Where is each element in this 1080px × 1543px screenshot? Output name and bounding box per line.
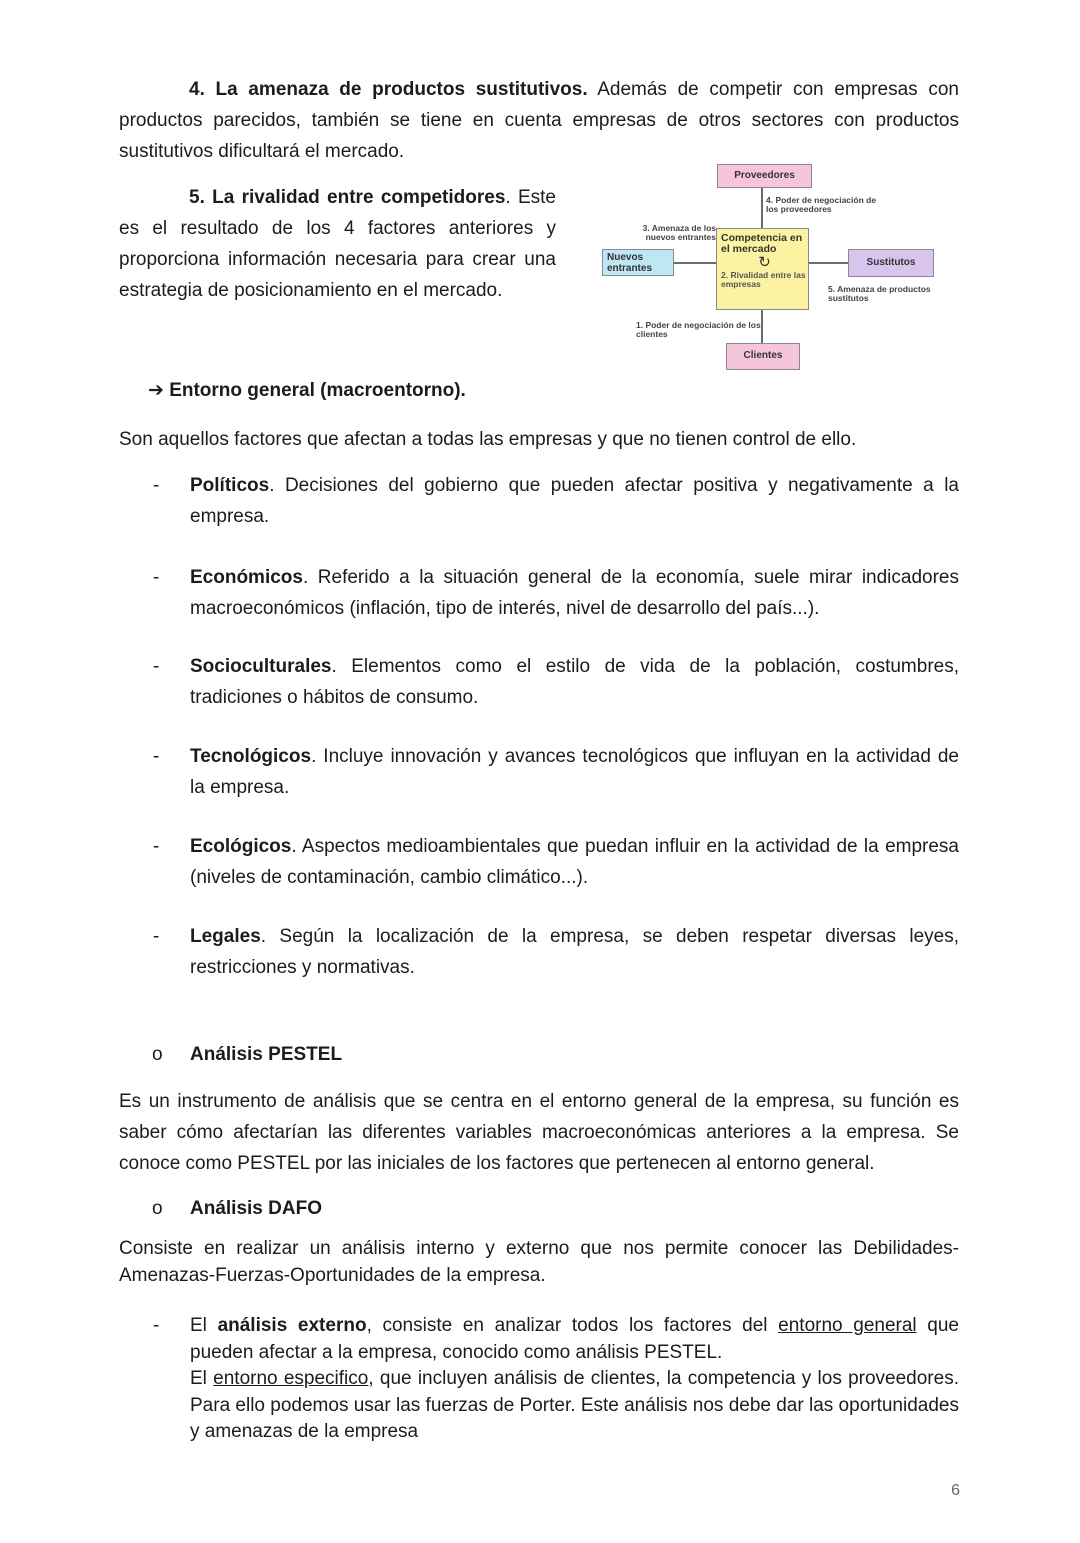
competencia-label: Competencia en el mercado <box>721 232 803 255</box>
dash-analisis-externo: - <box>153 1315 160 1336</box>
dafo-bullet: o <box>152 1198 163 1219</box>
factor-text: . Según la localización de la empresa, se deben respetar diversas leyes, restricciones y normativas. <box>190 926 959 978</box>
porter-point-4-text: Además de competir con empresas con productos parecidos, también se tiene en cuenta empresas de otros sectores con productos sustitutivos dificultará el mercado. <box>119 79 959 162</box>
dash-socioculturales: - <box>153 656 160 677</box>
proveedores-box: Proveedores <box>717 164 812 188</box>
factor-text: . Referido a la situación general de la economía, suele mirar indicadores macroeconómicos (inflación, tipo de interés, nivel de desarrollo del país...). <box>190 567 959 619</box>
factor-text: . Aspectos medioambientales que puedan influir en la actividad de la empresa (niveles de contaminación, cambio climático...). <box>190 836 959 888</box>
line-nuevos <box>674 262 716 264</box>
analisis-externo-line2 <box>190 1366 959 1446</box>
nuevos-entrantes-box: Nuevos entrantes <box>602 249 674 276</box>
text-fragment: El <box>190 1368 214 1389</box>
factor-term: Económicos <box>190 567 303 588</box>
label-poder-proveedores: 4. Poder de negociación de los proveedores <box>766 195 877 214</box>
text-fragment: , consiste en analizar todos los factores del <box>366 1315 779 1336</box>
factor-term: Políticos <box>190 475 270 496</box>
factor-text: . Decisiones del gobierno que pueden afectar positiva y negativamente a la empresa. <box>190 475 959 527</box>
line-clientes <box>761 310 763 344</box>
factor-term: Socioculturales <box>190 656 332 677</box>
porter-point-5 <box>119 182 556 306</box>
pestel-text: Es un instrumento de análisis que se centra en el entorno general de la empresa, su función es saber cómo afectarían las diferentes variables macroeconómicas anteriores a la empresa. Se conoce como PESTEL por las iniciales de los factores que pertenecen al entorno general. <box>119 1091 959 1174</box>
text-fragment: El <box>190 1315 218 1336</box>
line-proveedores <box>761 188 763 228</box>
label-poder-clientes: 1. Poder de negociación de los clientes <box>636 320 761 339</box>
label-amenaza-nuevos: 3. Amenaza de los nuevos entrantes <box>642 223 716 242</box>
factor-ecologicos <box>190 831 959 893</box>
dash-tecnologicos: - <box>153 746 160 767</box>
analisis-externo-term: análisis externo <box>217 1315 367 1336</box>
factor-text: . Incluye innovación y avances tecnológicos que influyan en la actividad de la empresa. <box>190 746 959 798</box>
factor-tecnologicos <box>190 741 959 803</box>
dash-ecologicos: - <box>153 836 160 857</box>
dash-economicos: - <box>153 567 160 588</box>
pestel-bullet: o <box>152 1044 163 1065</box>
dash-politicos: - <box>153 475 160 496</box>
clientes-box: Clientes <box>726 343 800 370</box>
porter-point-4 <box>119 74 959 167</box>
cycle-icon: ↻ <box>758 254 771 271</box>
pestel-title: Análisis PESTEL <box>190 1044 343 1065</box>
entorno-intro: Son aquellos factores que afectan a todas las empresas y que no tienen control de ello. <box>119 429 857 450</box>
factor-text: . Elementos como el estilo de vida de la población, costumbres, tradiciones o hábitos de consumo. <box>190 656 959 708</box>
factor-term: Tecnológicos <box>190 746 312 767</box>
analisis-externo-line1 <box>190 1313 959 1366</box>
dash-legales: - <box>153 926 160 947</box>
dafo-title: Análisis DAFO <box>190 1198 322 1219</box>
rivalidad-label: 2. Rivalidad entre las empresas <box>721 270 806 289</box>
entorno-especifico-underlined: entorno especifico <box>213 1368 369 1389</box>
sustitutos-box: Sustitutos <box>848 249 934 277</box>
factor-politicos <box>190 470 959 532</box>
porter-five-forces-diagram <box>586 160 956 375</box>
factor-economicos <box>190 562 959 624</box>
porter-point-4-title: 4. La amenaza de productos sustitutivos. <box>189 79 588 100</box>
line-sustitutos <box>808 262 848 264</box>
factor-socioculturales <box>190 651 959 713</box>
dafo-text: Consiste en realizar un análisis interno y externo que nos permite conocer las Debilidades-Amenazas-Fuerzas-Oportunidades de la empresa. <box>119 1238 959 1286</box>
text-fragment: , que incluyen análisis de clientes, la competencia y los proveedores. Para ello podemos usar las fuerzas de Porter. Este análisis nos debe dar las oportunidades y amenazas de la empresa <box>190 1368 959 1442</box>
entorno-heading: ➔ Entorno general (macroentorno). <box>148 380 466 401</box>
entorno-general-underlined: entorno general <box>778 1315 917 1336</box>
label-amenaza-sustitutos: 5. Amenaza de productos sustitutos <box>828 284 931 303</box>
text-fragment: que pueden afectar a la empresa, conocido como análisis PESTEL. <box>190 1315 959 1363</box>
page-number: 6 <box>951 1482 960 1499</box>
factor-legales <box>190 921 959 983</box>
factor-term: Ecológicos <box>190 836 292 857</box>
factor-term: Legales <box>190 926 261 947</box>
porter-point-5-text: . Este es el resultado de los 4 factores anteriores y proporciona información necesaria para crear una estrategia de posicionamiento en el mercado. <box>119 187 557 301</box>
dafo-analisis-externo <box>190 1313 959 1446</box>
competencia-box <box>716 228 809 310</box>
porter-point-5-title: 5. La rivalidad entre competidores <box>189 187 506 208</box>
